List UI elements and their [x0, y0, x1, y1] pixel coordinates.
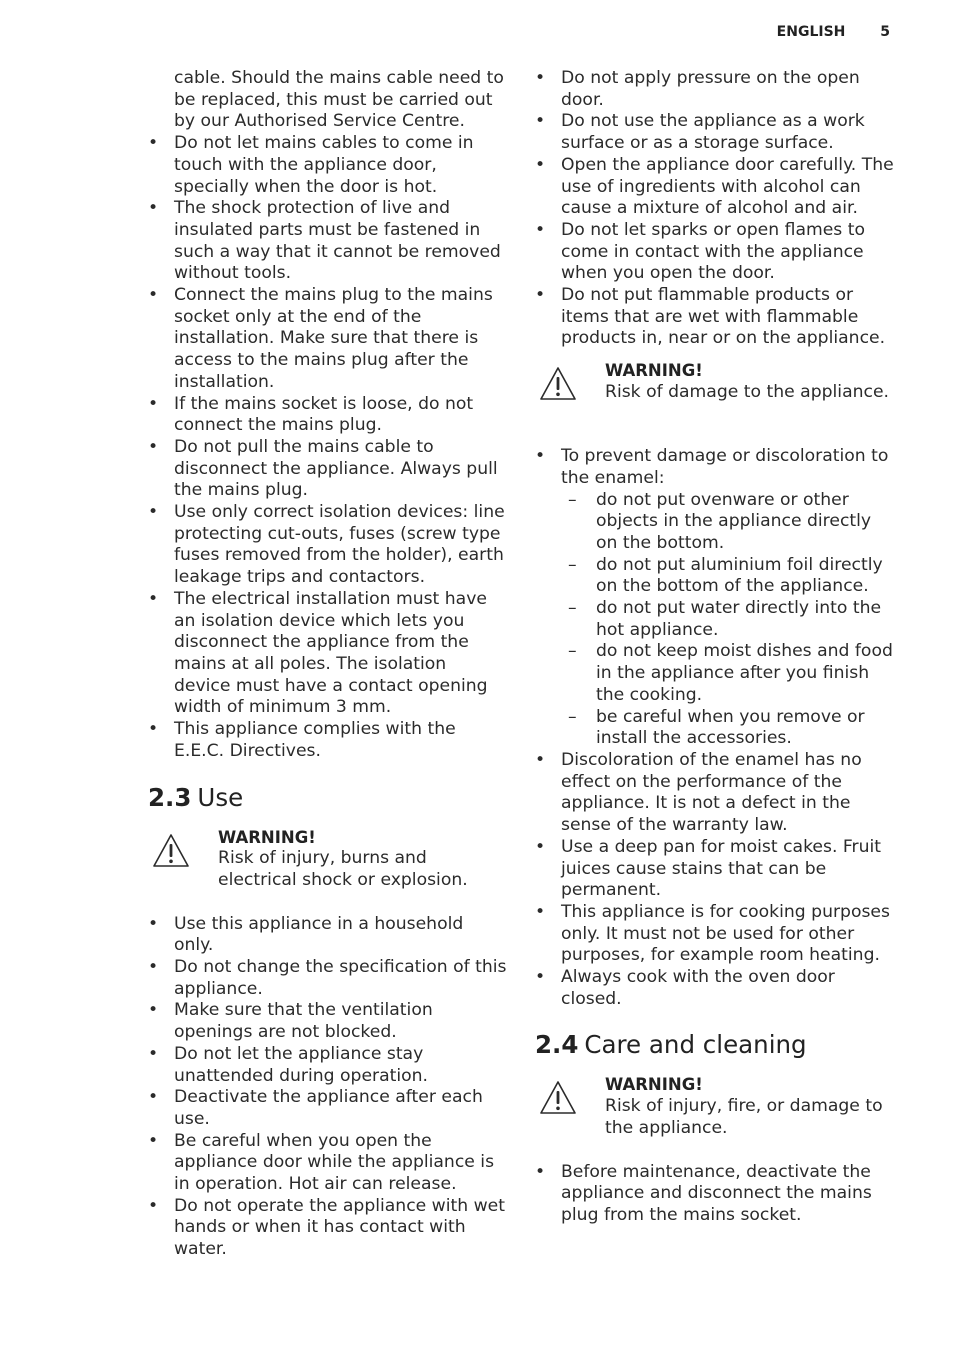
right-column	[535, 68, 895, 1227]
left-column	[148, 68, 508, 1261]
list-item: • The electrical installation must have an isolation device which lets you disconnect the appliance from the mains at all poles. The isolation device must have a contact opening width of minimum 3 mm.	[148, 589, 508, 719]
list-item: • Use only correct isolation devices: line protecting cut-outs, fuses (screw type fuses removed from the holder), earth leakage trips and contactors.	[148, 502, 508, 589]
list-item: • If the mains socket is loose, do not connect the mains plug.	[148, 394, 508, 437]
list-item: • The shock protection of live and insulated parts must be fastened in such a way that it cannot be removed without tools.	[148, 198, 508, 285]
list-item: • Before maintenance, deactivate the appliance and disconnect the mains plug from the mains socket.	[535, 1162, 895, 1227]
list-item: • Do not pull the mains cable to disconnect the appliance. Always pull the mains plug.	[148, 437, 508, 502]
page-header	[777, 23, 890, 41]
warning-title: WARNING!	[218, 827, 316, 847]
list-item: • Be careful when you open the appliance door while the appliance is in operation. Hot air can release.	[148, 1131, 508, 1196]
warning-title: WARNING!	[605, 1075, 703, 1095]
sub-list-item: – do not put water directly into the hot appliance.	[561, 598, 895, 641]
enamel-bullet-list	[535, 446, 895, 1010]
door-bullet-list	[535, 68, 895, 350]
list-item: • Do not let the appliance stay unattended during operation.	[148, 1044, 508, 1087]
safety-bullet-list	[148, 133, 508, 762]
list-item: • Connect the mains plug to the mains socket only at the end of the installation. Make sure that there is access to the mains plug after the installation.	[148, 285, 508, 394]
language-label: ENGLISH	[776, 24, 846, 40]
use-bullet-list	[148, 914, 508, 1261]
section-heading-use	[148, 783, 508, 813]
warning-triangle-icon	[152, 833, 190, 869]
list-item: • Do not operate the appliance with wet hands or when it has contact with water.	[148, 1196, 508, 1261]
warning-text: Risk of injury, fire, or damage to the appliance.	[605, 1096, 883, 1138]
list-item: • Do not change the specification of this appliance.	[148, 957, 508, 1000]
list-item: • Deactivate the appliance after each use.	[148, 1087, 508, 1130]
section-title: Use	[197, 782, 244, 812]
warning-triangle-icon	[539, 1080, 577, 1116]
enamel-sub-list	[561, 490, 895, 750]
warning-box	[148, 827, 508, 892]
warning-box	[535, 1074, 895, 1139]
warning-text: Risk of injury, burns and electrical shock or explosion.	[218, 848, 468, 890]
enamel-intro: • To prevent damage or discoloration to the enamel:	[561, 446, 889, 488]
care-bullet-list	[535, 1162, 895, 1227]
list-item: • Discoloration of the enamel has no effect on the performance of the appliance. It is not a defect in the sense of the warranty law.	[535, 750, 895, 837]
section-number: 2.3	[148, 782, 192, 812]
section-heading-care	[535, 1030, 895, 1060]
section-title: Care and cleaning	[584, 1030, 807, 1060]
list-item: • Open the appliance door carefully. The use of ingredients with alcohol can cause a mixture of alcohol and air.	[535, 155, 895, 220]
list-item: • Make sure that the ventilation openings are not blocked.	[148, 1000, 508, 1043]
page-number: 5	[880, 24, 890, 40]
list-item: • Do not apply pressure on the open door.	[535, 68, 895, 111]
sub-list-item: – do not put aluminium foil directly on the bottom of the appliance.	[561, 555, 895, 598]
list-item: • Do not put flammable products or items that are wet with flammable products in, near or on the appliance.	[535, 285, 895, 350]
warning-text: Risk of damage to the appliance.	[605, 381, 889, 402]
list-item: • This appliance is for cooking purposes only. It must not be used for other purposes, for example room heating.	[535, 902, 895, 967]
warning-box	[535, 360, 895, 424]
list-item: • Use a deep pan for moist cakes. Fruit juices cause stains that can be permanent.	[535, 837, 895, 902]
sub-list-item: – do not keep moist dishes and food in the appliance after you finish the cooking.	[561, 641, 895, 706]
section-number: 2.4	[535, 1030, 579, 1060]
warning-triangle-icon	[539, 366, 577, 402]
sub-list-item: – do not put ovenware or other objects in the appliance directly on the bottom.	[561, 490, 895, 555]
sub-list-item: – be careful when you remove or install the accessories.	[561, 707, 895, 750]
list-item: • Use this appliance in a household only.	[148, 914, 508, 957]
list-item: • Do not use the appliance as a work surface or as a storage surface.	[535, 111, 895, 154]
list-item	[535, 446, 895, 750]
list-item: • Do not let mains cables to come in touch with the appliance door, specially when the door is hot.	[148, 133, 508, 198]
warning-title: WARNING!	[605, 361, 703, 381]
list-item: • Always cook with the oven door closed.	[535, 967, 895, 1010]
continued-paragraph: cable. Should the mains cable need to be replaced, this must be carried out by our Authorised Service Centre.	[174, 68, 504, 132]
list-item: • This appliance complies with the E.E.C. Directives.	[148, 719, 508, 762]
list-item: • Do not let sparks or open flames to come in contact with the appliance when you open the door.	[535, 220, 895, 285]
